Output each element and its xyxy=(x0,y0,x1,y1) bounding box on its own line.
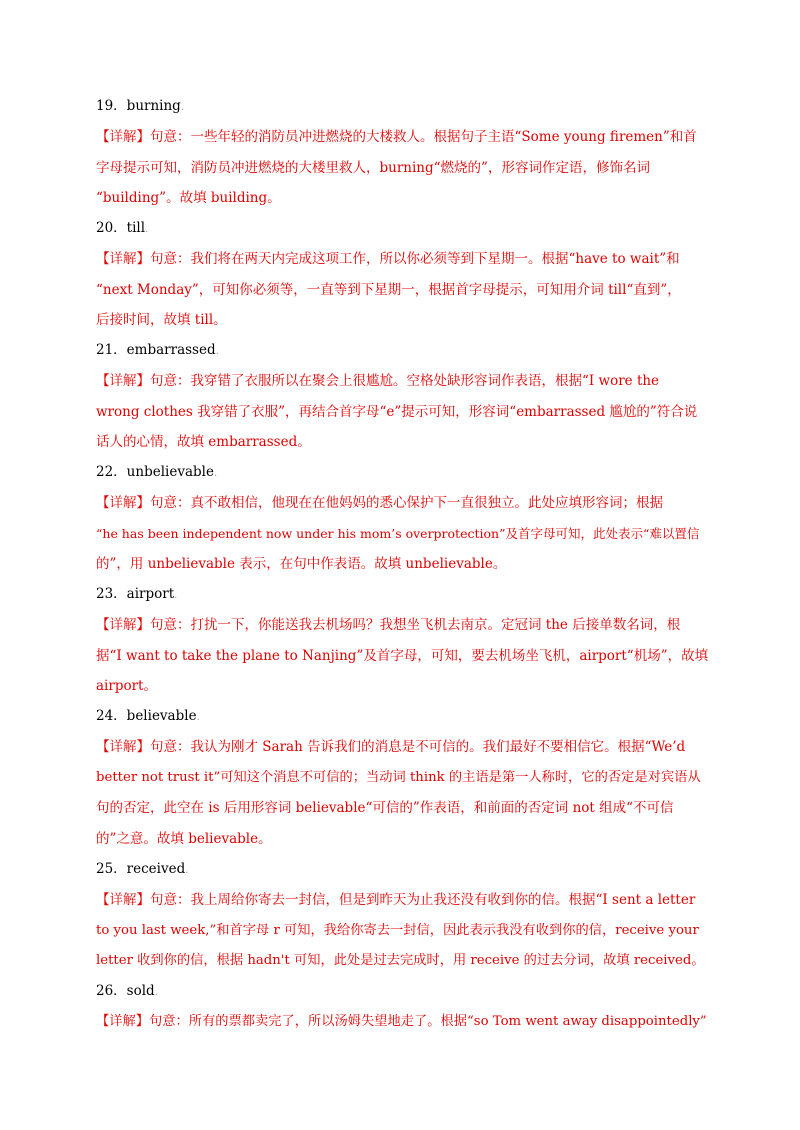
detail-explanation xyxy=(96,244,708,336)
detail-line: wrong clothes 我穿错了衣服”，再结合首字母“e”提示可知，形容词“embarrassed 尴尬的”符合说 xyxy=(96,403,698,420)
detail-line: 句的否定，此空在 is 后用形容词 believable“可信的”作表语，和前面的否定词 not 组成“不可信 xyxy=(96,800,674,816)
answer-item-21 xyxy=(96,340,708,458)
detail-explanation xyxy=(96,1007,708,1038)
answer-line: 19．burning. xyxy=(96,98,185,114)
detail-line: 【详解】句意：真不敢相信，他现在在他妈妈的悉心保护下一直很独立。此处应填形容词；根据 xyxy=(96,495,663,511)
answer-line: 25．received. xyxy=(96,861,189,877)
answer-item-22 xyxy=(96,462,708,580)
detail-line: 的”之意。故填 believable。 xyxy=(96,830,272,847)
answer-item-19 xyxy=(96,96,708,214)
detail-line: 【详解】句意：一些年轻的消防员冲进燃烧的大楼救人。根据句子主语“Some young firemen”和首 xyxy=(96,129,697,145)
detail-explanation xyxy=(96,885,708,977)
detail-explanation xyxy=(96,732,708,854)
answer-item-25 xyxy=(96,859,708,977)
answer-line: 21．embarrassed. xyxy=(96,342,219,358)
detail-line: letter 收到你的信，根据 hadn't 可知，此处是过去完成时，用 receive 的过去分词，故填 received。 xyxy=(96,953,705,968)
detail-line: 据“I want to take the plane to Nanjing”及首字母，可知，要去机场坐飞机，airport“机场”，故填 xyxy=(96,647,709,664)
detail-line: 【详解】句意：所有的票都卖完了，所以汤姆失望地走了。根据“so Tom went away disappointedly” xyxy=(96,1014,707,1029)
detail-line: 【详解】句意：我上周给你寄去一封信，但是到昨天为止我还没有收到你的信。根据“I sent a letter xyxy=(96,892,696,908)
detail-line: airport。 xyxy=(96,678,157,694)
answer-line: 20．till. xyxy=(96,220,149,236)
detail-line: 【详解】句意：我穿错了衣服所以在聚会上很尴尬。空格处缺形容词作表语，根据“I wore the xyxy=(96,373,660,389)
answer-item-20 xyxy=(96,218,708,336)
answer-item-23 xyxy=(96,584,708,702)
detail-line: to you last week,”和首字母 r 可知，我给你寄去一封信，因此表示我没有收到你的信，receive your xyxy=(96,922,699,938)
detail-explanation xyxy=(96,366,708,458)
answer-line: 24．believable. xyxy=(96,708,200,724)
answer-item-26 xyxy=(96,981,708,1038)
detail-explanation xyxy=(96,488,708,580)
answer-line: 26．sold. xyxy=(96,983,158,999)
answer-line: 23．airport. xyxy=(96,586,178,602)
detail-line: 的”，用 unbelievable 表示，在句中作表语。故填 unbelievable。 xyxy=(96,556,507,572)
detail-line: “next Monday”，可知你必须等，一直等到下星期一，根据首字母提示，可知用介词 till“直到”， xyxy=(96,281,681,298)
answer-line: 22．unbelievable. xyxy=(96,464,218,480)
detail-line: 话人的心情，故填 embarrassed。 xyxy=(96,434,311,450)
detail-line: 【详解】句意：我们将在两天内完成这项工作，所以你必须等到下星期一。根据“have to wait”和 xyxy=(96,251,680,267)
detail-line: 【详解】句意：我认为刚才 Sarah 告诉我们的消息是不可信的。我们最好不要相信它。根据“We’d xyxy=(96,739,686,755)
answer-item-24 xyxy=(96,706,708,854)
detail-line: 后接时间，故填 till。 xyxy=(96,312,227,328)
detail-line: “he has been independent now under his mom’s overprotection”及首字母可知，此处表示“难以置信 xyxy=(96,525,700,541)
detail-line: 字母提示可知，消防员冲进燃烧的大楼里救人，burning“燃烧的”，形容词作定语，修饰名词 xyxy=(96,159,650,176)
detail-explanation xyxy=(96,122,708,214)
detail-line: 【详解】句意：打扰一下，你能送我去机场吗？我想坐飞机去南京。定冠词 the 后接单数名词，根 xyxy=(96,617,681,633)
detail-explanation xyxy=(96,610,708,702)
detail-line: better not trust it”可知这个消息不可信的；当动词 think 的主语是第一人称时，它的否定是对宾语从 xyxy=(96,769,701,785)
detail-line: “building”。故填 building。 xyxy=(96,190,281,206)
